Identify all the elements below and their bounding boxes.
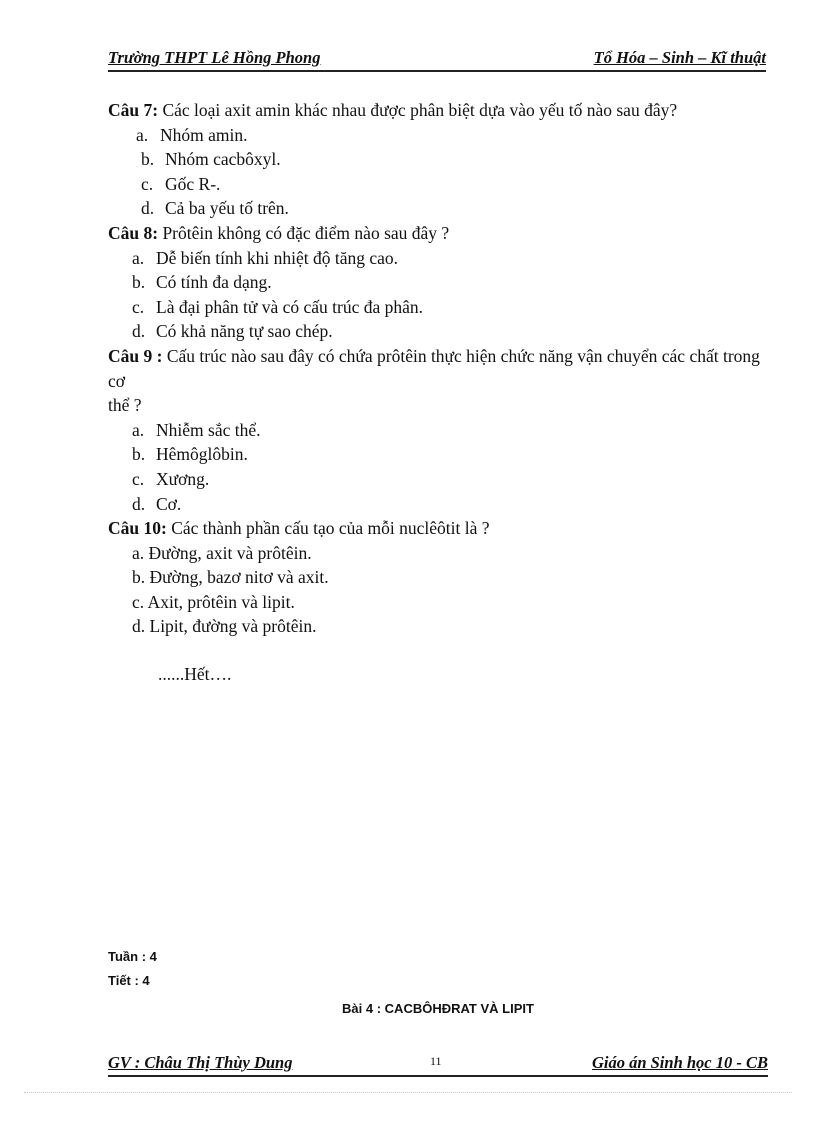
- question-list: [108, 98, 768, 704]
- question-9-continuation: thể ?: [108, 395, 142, 416]
- question-7: [108, 98, 768, 123]
- option-10c: c. Axit, prôtêin và lipit.: [132, 591, 295, 612]
- option-7b: b. Nhóm cacbôxyl.: [141, 149, 281, 170]
- question-text: Cấu trúc nào sau đây có chứa prôtêin thực hiện chức năng vận chuyển các chất trong cơ: [108, 345, 760, 391]
- option-8c: c. Là đại phân tử và có cấu trúc đa phân.: [132, 296, 424, 317]
- question-text: Prôtêin không có đặc điểm nào sau đây ?: [158, 222, 450, 243]
- option-9d: d. Cơ.: [132, 493, 182, 514]
- page-bottom-divider: [24, 1092, 792, 1093]
- teacher-name: GV : Châu Thị Thùy Dung: [108, 1053, 293, 1072]
- option-9a: a. Nhiễm sắc thể.: [132, 419, 261, 440]
- option-10b: b. Đường, bazơ nitơ và axit.: [132, 567, 329, 588]
- option-7d: d. Cả ba yếu tố trên.: [141, 198, 289, 219]
- option-8d: d. Có khả năng tự sao chép.: [132, 321, 333, 342]
- option-8b: b. Có tính đa dạng.: [132, 272, 272, 293]
- question-8: [108, 221, 768, 246]
- lesson-info: [108, 945, 768, 1016]
- option-10a: a. Đường, axit và prôtêin.: [132, 542, 312, 563]
- option-9b: b. Hêmôglôbin.: [132, 444, 248, 465]
- page-header: [108, 48, 766, 72]
- lesson-title: Bài 4 : CACBÔHĐRAT VÀ LIPIT: [342, 1001, 534, 1016]
- page-footer: [108, 1053, 768, 1077]
- question-label: Câu 8:: [108, 222, 159, 243]
- question-text: Các thành phần cấu tạo của mỗi nuclêôtit là ?: [166, 518, 490, 539]
- option-7a: a. Nhóm amin.: [136, 124, 248, 145]
- option-9c: c. Xương.: [132, 468, 210, 489]
- option-7c: c. Gốc R-.: [141, 173, 221, 194]
- question-label: Câu 7:: [108, 100, 159, 120]
- question-9: [108, 344, 768, 393]
- period-label: Tiết : 4: [108, 973, 150, 988]
- school-name: Trường THPT Lê Hồng Phong: [108, 48, 321, 67]
- department-name: Tổ Hóa – Sinh – Kĩ thuật: [593, 48, 766, 67]
- question-label: Câu 9 :: [108, 345, 163, 366]
- question-text: Các loại axit amin khác nhau được phân biệt dựa vào yếu tố nào sau đây?: [158, 100, 678, 120]
- question-10: [108, 516, 768, 541]
- end-marker: ......Hết….: [158, 664, 232, 685]
- subject-label: Giáo án Sinh học 10 - CB: [591, 1053, 768, 1072]
- week-label: Tuần : 4: [108, 949, 157, 964]
- option-10d: d. Lipit, đường và prôtêin.: [132, 616, 317, 637]
- question-label: Câu 10:: [108, 518, 167, 539]
- page-number: 11: [430, 1054, 442, 1068]
- option-8a: a. Dễ biến tính khi nhiệt độ tăng cao.: [132, 247, 399, 268]
